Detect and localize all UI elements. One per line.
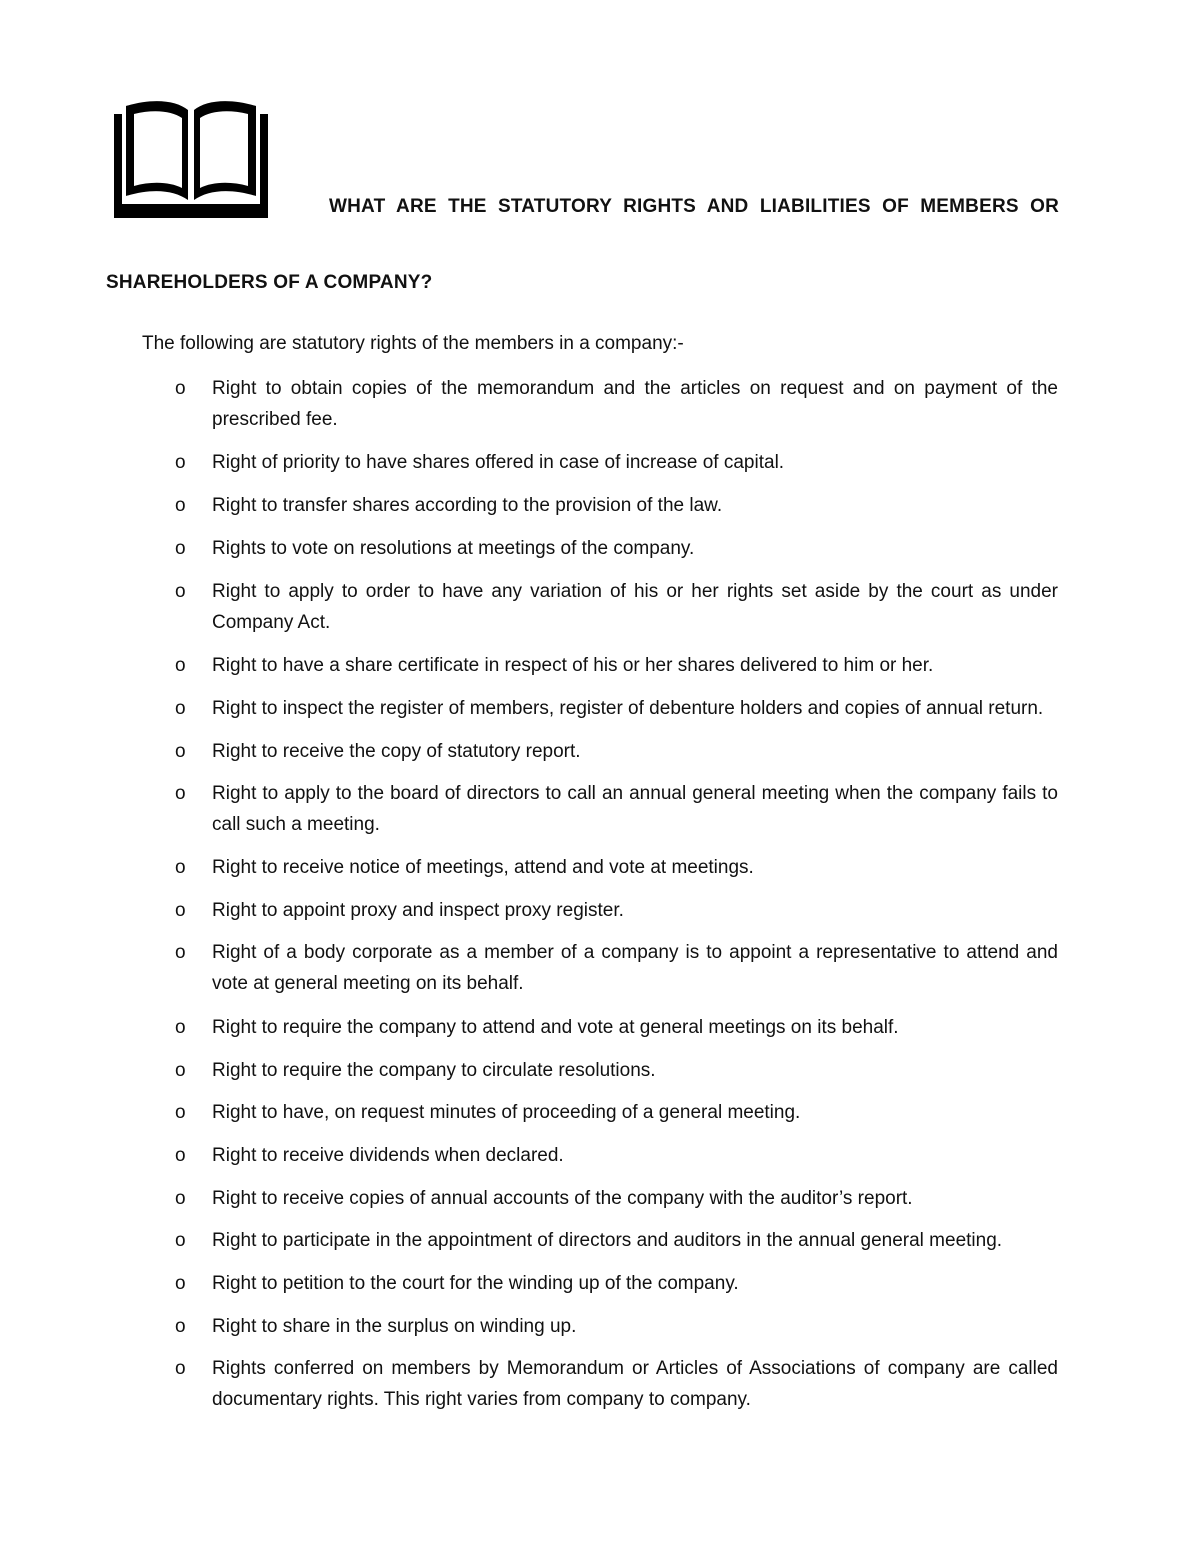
bullet-marker: o xyxy=(175,1358,186,1379)
list-item xyxy=(175,1055,1058,1086)
list-item-text: Right to appoint proxy and inspect proxy register. xyxy=(212,900,624,921)
list-item xyxy=(175,1268,1058,1299)
list-item-text: Right to receive dividends when declared. xyxy=(212,1145,564,1166)
list-item-text: Rights to vote on resolutions at meetings of the company. xyxy=(212,538,695,559)
list-item-text: Right to have a share certificate in respect of his or her shares delivered to him or her. xyxy=(212,655,934,676)
list-item xyxy=(175,1012,1058,1043)
list-item-text: Right to have, on request minutes of proceeding of a general meeting. xyxy=(212,1102,801,1123)
bullet-marker: o xyxy=(175,942,186,963)
bullet-marker: o xyxy=(175,1145,186,1166)
list-item-text: Rights conferred on members by Memorandum or Articles of Associations of company are called documentary rights. This right varies from company to company. xyxy=(212,1358,1058,1410)
list-item xyxy=(175,447,1058,478)
bullet-marker: o xyxy=(175,538,186,559)
bullet-marker: o xyxy=(175,1273,186,1294)
list-item-text: Right of a body corporate as a member of a company is to appoint a representative to attend and vote at general meeting on its behalf. xyxy=(212,942,1058,994)
bullet-marker: o xyxy=(175,857,186,878)
list-item xyxy=(175,1183,1058,1214)
bullet-marker: o xyxy=(175,1060,186,1081)
list-item-text: Right to require the company to circulate resolutions. xyxy=(212,1060,656,1081)
bullet-marker: o xyxy=(175,900,186,921)
list-item xyxy=(175,778,1058,840)
bullet-marker: o xyxy=(175,698,186,719)
list-item xyxy=(175,373,1058,435)
list-item xyxy=(175,895,1058,926)
list-item-text: Right to require the company to attend and vote at general meetings on its behalf. xyxy=(212,1017,899,1038)
bullet-marker: o xyxy=(175,1102,186,1123)
list-item xyxy=(175,576,1058,638)
bullet-marker: o xyxy=(175,741,186,762)
list-item xyxy=(175,1353,1058,1415)
bullet-marker: o xyxy=(175,495,186,516)
list-item xyxy=(175,1140,1058,1171)
list-item-text: Right to receive the copy of statutory report. xyxy=(212,741,581,762)
list-item xyxy=(175,1097,1058,1128)
list-item-text: Right to participate in the appointment of directors and auditors in the annual general meeting. xyxy=(212,1230,1003,1251)
bullet-marker: o xyxy=(175,1017,186,1038)
intro-paragraph: The following are statutory rights of the members in a company:- xyxy=(142,333,684,354)
list-item xyxy=(175,736,1058,767)
list-item-text: Right of priority to have shares offered in case of increase of capital. xyxy=(212,452,785,473)
list-item-text: Right to obtain copies of the memorandum and the articles on request and on payment of the prescribed fee. xyxy=(212,378,1058,430)
open-book-icon xyxy=(112,100,270,220)
list-item-text: Right to apply to order to have any variation of his or her rights set aside by the court as under Company Act. xyxy=(212,581,1058,633)
bullet-marker: o xyxy=(175,452,186,473)
bullet-marker: o xyxy=(175,581,186,602)
bullet-marker: o xyxy=(175,1230,186,1251)
list-item xyxy=(175,693,1058,724)
list-item-text: Right to receive copies of annual accounts of the company with the auditor’s report. xyxy=(212,1188,913,1209)
list-item-text: Right to transfer shares according to the provision of the law. xyxy=(212,495,723,516)
list-item xyxy=(175,533,1058,564)
list-item-text: Right to inspect the register of members, register of debenture holders and copies of annual return. xyxy=(212,698,1044,719)
list-item xyxy=(175,650,1058,681)
list-item xyxy=(175,490,1058,521)
document-title-line-1: WHAT ARE THE STATUTORY RIGHTS AND LIABILITIES OF MEMBERS OR xyxy=(329,196,1059,217)
list-item-text: Right to petition to the court for the winding up of the company. xyxy=(212,1273,739,1294)
list-item-text: Right to receive notice of meetings, attend and vote at meetings. xyxy=(212,857,754,878)
bullet-marker: o xyxy=(175,378,186,399)
bullet-marker: o xyxy=(175,783,186,804)
bullet-marker: o xyxy=(175,1316,186,1337)
list-item xyxy=(175,852,1058,883)
document-title-line-2: SHAREHOLDERS OF A COMPANY? xyxy=(106,272,433,293)
list-item xyxy=(175,937,1058,999)
list-item-text: Right to share in the surplus on winding up. xyxy=(212,1316,577,1337)
list-item-text: Right to apply to the board of directors to call an annual general meeting when the company fails to call such a meeting. xyxy=(212,783,1058,835)
list-item xyxy=(175,1225,1058,1256)
bullet-marker: o xyxy=(175,655,186,676)
bullet-marker: o xyxy=(175,1188,186,1209)
list-item xyxy=(175,1311,1058,1342)
